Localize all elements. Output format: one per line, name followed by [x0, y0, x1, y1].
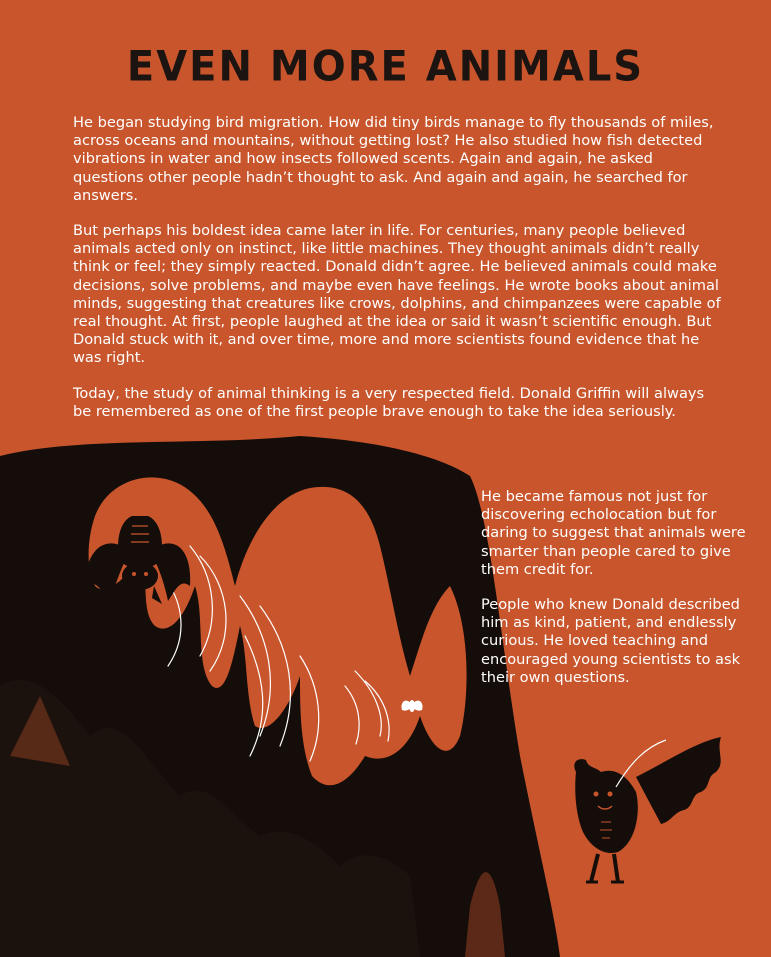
moth-icon: [401, 700, 422, 712]
page-title: EVEN MORE ANIMALS: [126, 42, 645, 92]
main-text: [73, 114, 721, 438]
side-text: [481, 488, 751, 704]
paragraph: Today, the study of animal thinking is a very respected field. Donald Griffin will always be remembered as one of the first people brave enough to take the idea seriously.: [73, 384, 705, 420]
paragraph: He began studying bird migration. How did tiny birds manage to fly thousands of miles, across oceans and mountains, without getting lost? He also studied how fish detected vibrations in water and how insects followed scents. Again and again, he asked questions other people hadn’t thought to ask. And again and again, he searched for answers.: [73, 114, 714, 204]
bat-illustration: [556, 732, 731, 897]
side-paragraph: He became famous not just for discovering echolocation but for daring to suggest that animals were smarter than people cared to give them credit for.: [481, 488, 746, 578]
side-paragraph: People who knew Donald described him as kind, patient, and endlessly curious. He loved teaching and encouraged young scientists to ask their own questions.: [481, 596, 741, 686]
paragraph: But perhaps his boldest idea came later in life. For centuries, many people believed animals acted only on instinct, like little machines. They thought animals didn’t really think or feel; they simply reacted. Donald didn’t agree. He believed animals could make decisions, solve problems, and maybe even have feelings. He wrote books about animal minds, suggesting that creatures like crows, dolphins, and chimpanzees were capable of real thought. At first, people laughed at the idea or said it wasn’t scientific enough. But Donald stuck with it, and over time, more and more scientists found evidence that he was right.: [73, 222, 721, 367]
cave-illustration: [0, 436, 560, 957]
